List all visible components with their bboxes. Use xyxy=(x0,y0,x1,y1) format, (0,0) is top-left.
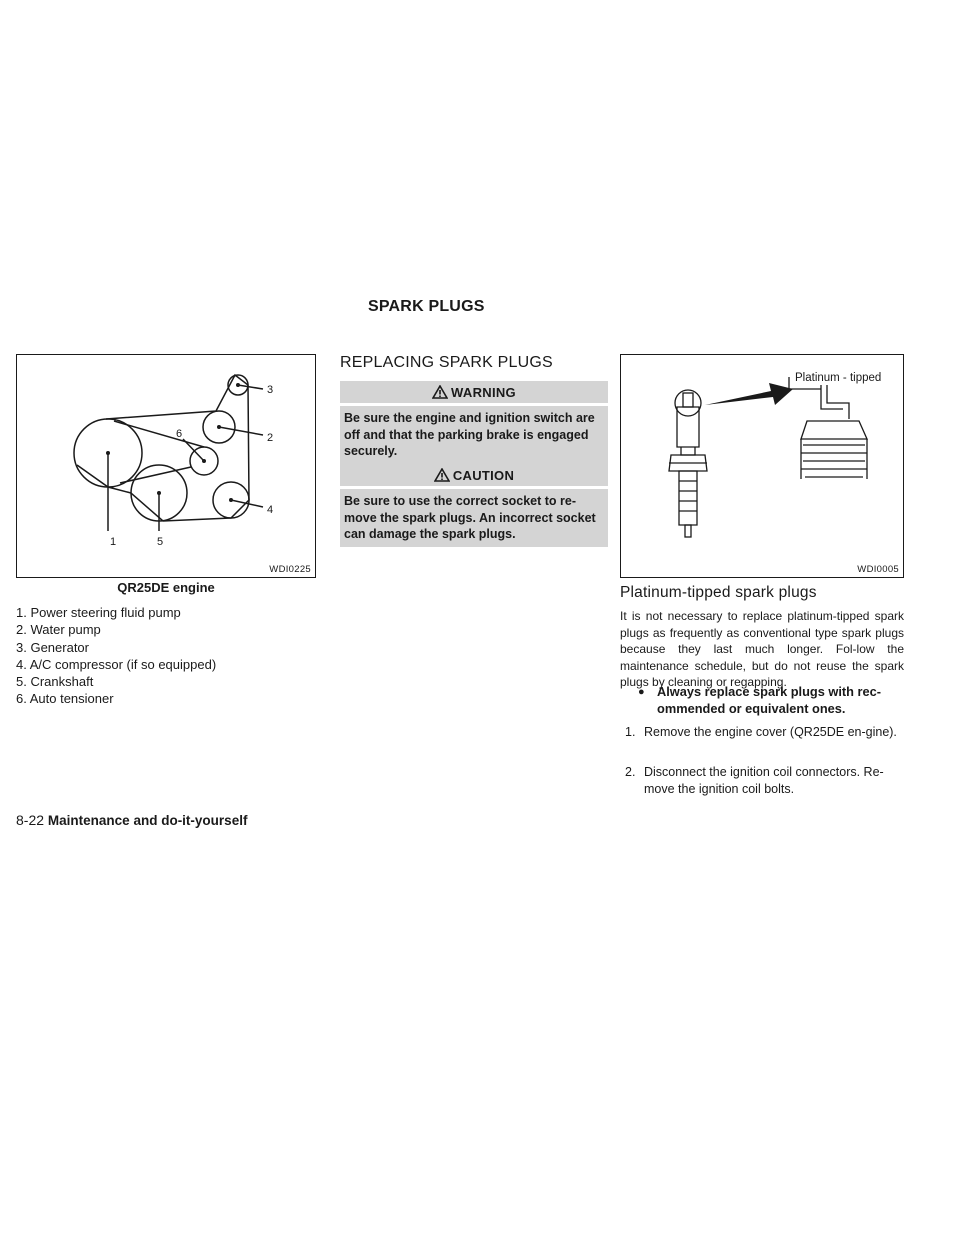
belt-diagram-figure xyxy=(16,354,316,578)
platinum-label: Platinum - tipped xyxy=(795,372,882,384)
page-footer xyxy=(16,812,247,828)
legend-item: 2. Water pump xyxy=(16,622,101,638)
callout-4: 4 xyxy=(267,504,274,516)
legend-item: 5. Crankshaft xyxy=(16,674,94,690)
warning-header xyxy=(340,381,608,403)
section-title: SPARK PLUGS xyxy=(368,298,485,315)
legend-item: 3. Generator xyxy=(16,639,89,655)
legend-item: 1. Power steering fluid pump xyxy=(16,605,181,620)
section-heading: REPLACING SPARK PLUGS xyxy=(340,354,553,371)
callout-5: 5 xyxy=(157,536,164,548)
chapter-title: Maintenance and do-it-yourself xyxy=(47,813,248,828)
step-item xyxy=(620,764,904,797)
step-number: 1. xyxy=(625,725,636,739)
legend-item: 6. Auto tensioner xyxy=(16,691,114,707)
callout-2: 2 xyxy=(267,432,274,444)
warning-text: Be sure the engine and ignition switch are off and that the parking brake is engaged securely. xyxy=(340,406,608,464)
callout-6: 6 xyxy=(176,428,183,440)
belt-diagram xyxy=(17,355,314,576)
caution-box xyxy=(340,464,608,547)
callout-3: 3 xyxy=(267,384,274,396)
page-number: 8-22 xyxy=(16,812,45,828)
spark-plug-figure xyxy=(620,354,904,578)
bullet-mark: ● xyxy=(638,686,645,698)
legend-item: 4. A/C compressor (if so equipped) xyxy=(16,656,217,672)
figure-code: WDI0225 xyxy=(269,564,311,575)
step-number: 2. xyxy=(625,765,636,779)
subsection-heading: Platinum-tipped spark plugs xyxy=(620,584,817,601)
step-text: Remove the engine cover (QR25DE en-gine). xyxy=(644,725,897,739)
caution-icon xyxy=(434,468,450,482)
bullet-text: Always replace spark plugs with rec-ommended or equivalent ones. xyxy=(657,684,882,716)
spark-plug-diagram xyxy=(621,355,902,576)
caution-text: Be sure to use the correct socket to re-move the spark plugs. An incorrect socket can damage the spark plugs. xyxy=(340,489,608,547)
bullet-item xyxy=(620,684,904,717)
caution-label: CAUTION xyxy=(452,467,515,483)
figure-code: WDI0005 xyxy=(857,564,899,575)
callout-1: 1 xyxy=(110,536,117,548)
caution-header xyxy=(340,464,608,486)
warning-box xyxy=(340,381,608,464)
parts-legend xyxy=(16,604,216,708)
warning-label: WARNING xyxy=(451,384,516,400)
step-text: Disconnect the ignition coil connectors. Re-move the ignition coil bolts. xyxy=(644,765,884,796)
warning-icon xyxy=(432,385,448,399)
figure-caption: QR25DE engine xyxy=(117,580,215,595)
body-paragraph: It is not necessary to replace platinum-tipped spark plugs as frequently as conventional type spark plugs because they last much longer. Fol-low the maintenance schedule, but do not reuse the spark plugs by cleaning or regapping. xyxy=(620,609,904,689)
step-item xyxy=(620,724,904,741)
